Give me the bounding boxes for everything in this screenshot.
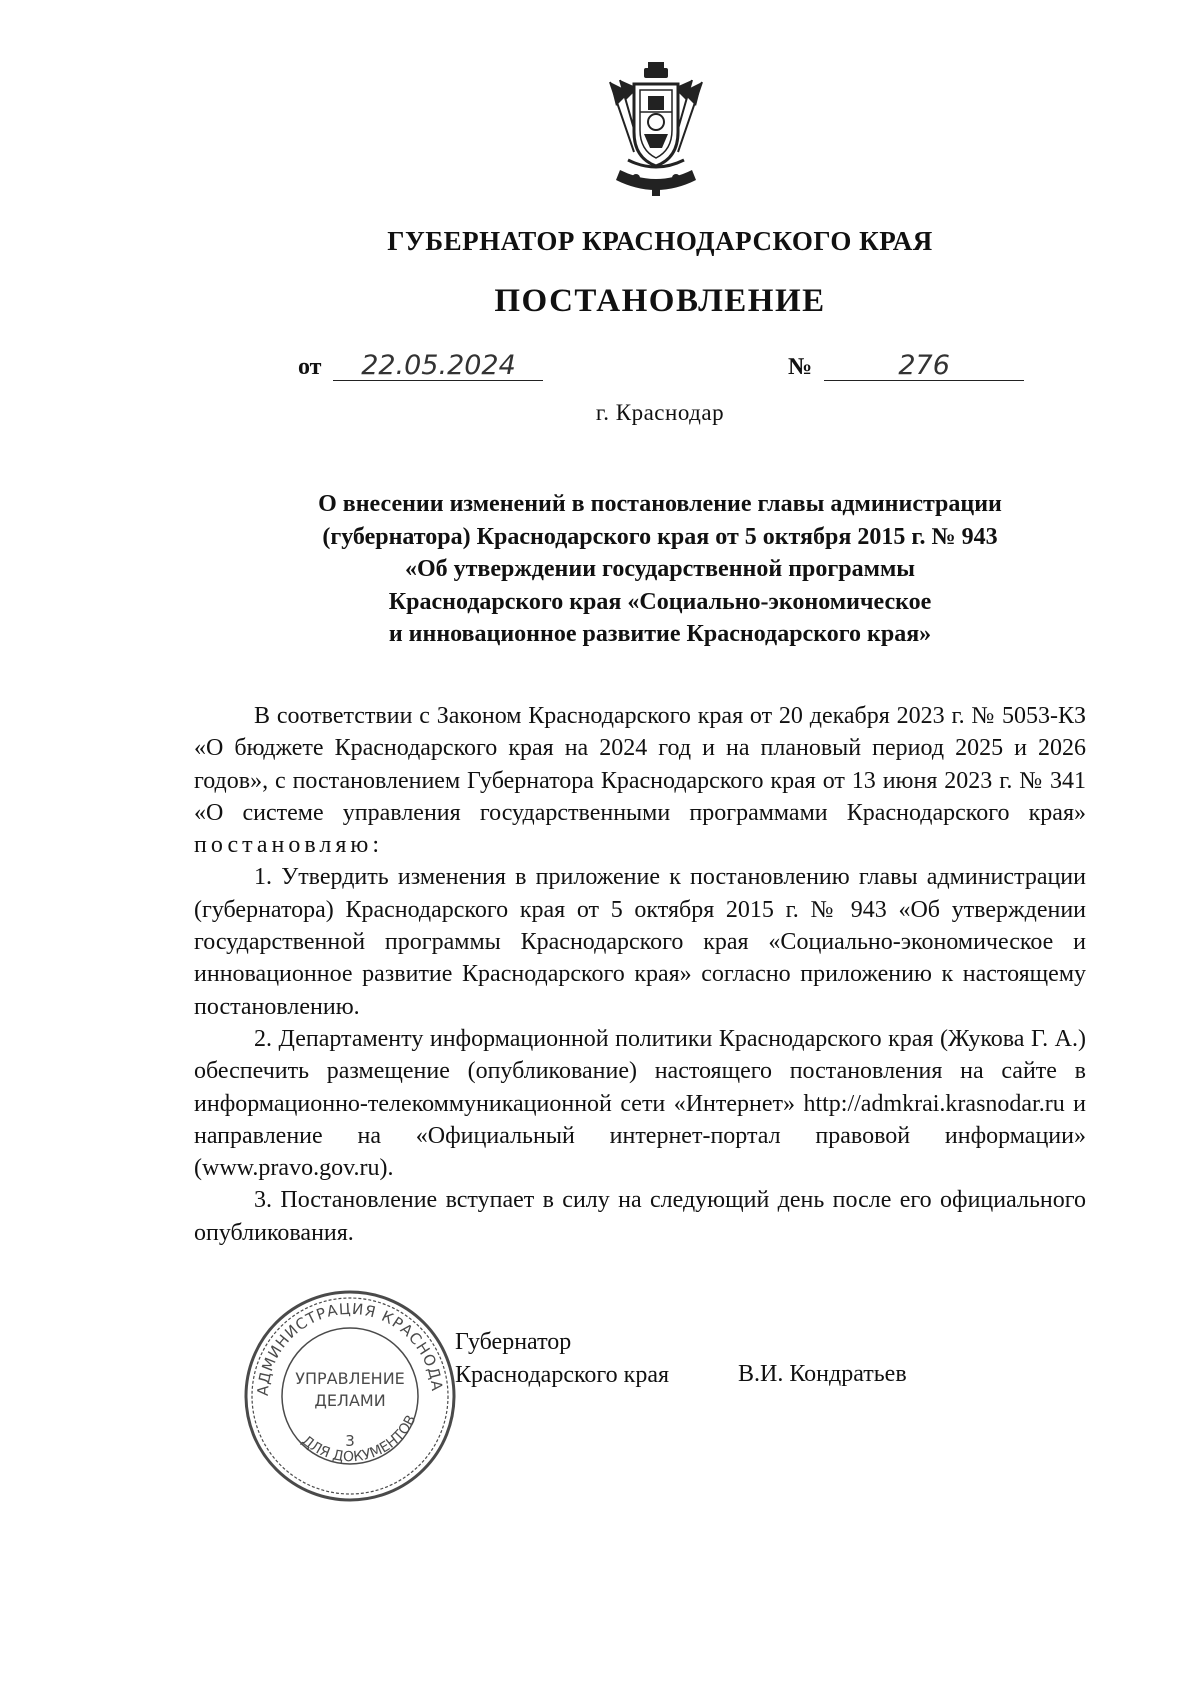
signatory-position bbox=[455, 1326, 669, 1392]
svg-text:ДЛЯ ДОКУМЕНТОВ bbox=[298, 1413, 419, 1466]
official-seal bbox=[240, 1286, 460, 1506]
document-number bbox=[788, 352, 1024, 381]
decree-word: постановляю: bbox=[194, 832, 383, 859]
document-type: ПОСТАНОВЛЕНИЕ bbox=[494, 283, 826, 319]
item-1: 1. Утвердить изменения в приложение к постановлению главы администрации (губернатора) Краснодарского края от 5 октября 2015 г. № 943 «Об утверждении государственной программы Краснодарского края «Социально-экономическое и инновационное развитие Краснодарского края» согласно приложению к настоящему постановлению. bbox=[194, 864, 1086, 1020]
seal-ring-text: АДМИНИСТРАЦИЯ КРАСНОДА bbox=[253, 1299, 447, 1397]
preamble-paragraph bbox=[194, 700, 1086, 861]
city: г. Краснодар bbox=[595, 400, 725, 425]
signatory-name: В.И. Кондратьев bbox=[738, 1361, 907, 1387]
document-date bbox=[298, 352, 543, 381]
subject-line: «Об утверждении государственной программы bbox=[404, 556, 916, 582]
seal-line-2: ДЕЛАМИ bbox=[314, 1391, 386, 1410]
document-body bbox=[194, 700, 1086, 1249]
item-2: 2. Департаменту информационной политики Краснодарского края (Жукова Г. А.) обеспечить размещение (опубликование) настоящего постановления на сайте в информационно-телекоммуникационной сети «Интернет» http://admkrai.krasnodar.ru и направление на «Официальный интернет-портал правовой информации» (www.pravo.gov.ru). bbox=[194, 1025, 1086, 1182]
position-line: Краснодарского края bbox=[455, 1362, 670, 1388]
subject-line: О внесении изменений в постановление главы администрации bbox=[318, 491, 1002, 517]
issuing-authority: ГУБЕРНАТОР КРАСНОДАРСКОГО КРАЯ bbox=[387, 226, 933, 256]
number-value: 276 bbox=[824, 352, 1024, 381]
number-label: № bbox=[788, 354, 813, 380]
seal-number: 3 bbox=[345, 1432, 355, 1450]
subject-line: (губернатора) Краснодарского края от 5 октября 2015 г. № 943 bbox=[322, 523, 998, 550]
subject-line: и инновационное развитие Краснодарского края» bbox=[388, 621, 932, 647]
document-subject bbox=[250, 488, 1070, 651]
date-label: от bbox=[298, 354, 322, 380]
seal-line-1: УПРАВЛЕНИЕ bbox=[295, 1369, 405, 1388]
subject-line: Краснодарского края «Социально-экономическое bbox=[388, 588, 932, 615]
preamble-text: В соответствии с Законом Краснодарского края от 20 декабря 2023 г. № 5053-КЗ «О бюджете Краснодарского края на 2024 год и на плановый период 2025 и 2026 годов», с постановлением Губернатора Краснодарского края от 13 июня 2023 г. № 341 «О системе управления государственными программами Краснодарского края» bbox=[194, 703, 1086, 826]
position-line: Губернатор bbox=[455, 1329, 572, 1355]
seal-bottom-text: ДЛЯ ДОКУМЕНТОВ bbox=[298, 1412, 420, 1466]
date-value: 22.05.2024 bbox=[333, 352, 543, 381]
krasnodar-coat-of-arms-icon bbox=[600, 62, 712, 200]
item-3: 3. Постановление вступает в силу на следующий день после его официального опубликования. bbox=[194, 1187, 1086, 1246]
